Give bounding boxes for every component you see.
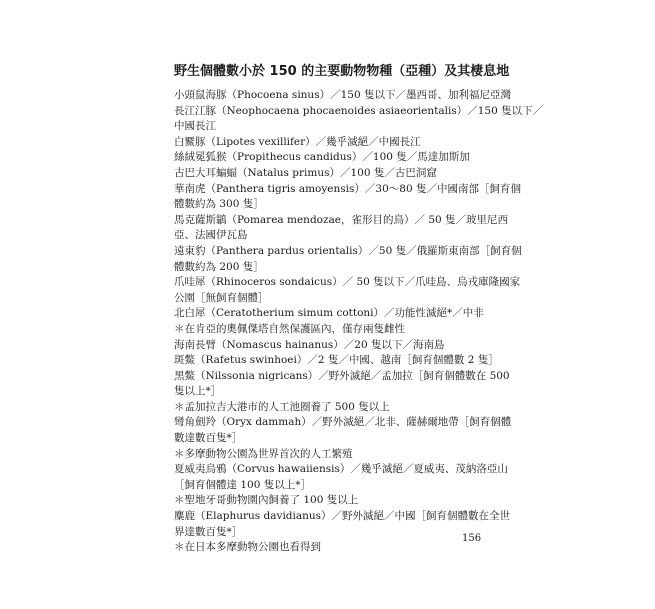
species-line: 長江江豚（Neophocaena phocaenoides asiaeorientalis）／150 隻以下／: [174, 104, 544, 117]
species-line: 公園［無飼育個體］: [174, 291, 269, 304]
species-line: 中國長江: [174, 120, 216, 133]
species-line: 夏威夷烏鴉（Corvus hawaiiensis）／幾乎滅絕／夏威夷、茂納洛亞山: [174, 463, 508, 476]
footnote-line: ＊在肯亞的奧佩傑塔自然保護區內，僅存兩隻雌性: [174, 322, 405, 335]
footnote-line: ＊聖地牙哥動物園內飼養了 100 隻以上: [174, 494, 359, 507]
species-line: 遠東豹（Panthera pardus orientalis）／50 隻／俄羅斯東南部［飼育個: [174, 244, 522, 257]
species-line: 黑鱉（Nilssonia nigricans）／野外滅絕／孟加拉［飼育個體數在 500: [174, 369, 510, 382]
species-line: 麋鹿（Elaphurus davidianus）／野外滅絕／中國［飼育個體數在全世: [174, 510, 511, 523]
species-line: 古巴大耳蝙蝠（Natalus primus）／100 隻／古巴洞窟: [174, 166, 437, 179]
footnote-line: ＊孟加拉吉大港市的人工池圈養了 500 隻以上: [174, 400, 390, 413]
species-line: 體數約為 200 隻］: [174, 260, 264, 273]
species-line: 界達數百隻*］: [174, 525, 243, 538]
species-line: 絲絨冕狐猴（Propithecus candidus）／100 隻／馬達加斯加: [174, 151, 470, 164]
species-line: 斑鱉（Rafetus swinhoei）／2 隻／中國、越南［飼育個體數 2 隻］: [174, 354, 499, 367]
species-line: 數達數百隻*］: [174, 432, 243, 445]
species-line: 隻以上*］: [174, 385, 222, 398]
page-number: 156: [462, 533, 482, 544]
species-line: 爪哇犀（Rhinoceros sondaicus）／ 50 隻以下／爪哇島、烏戎庫隆國家: [174, 276, 521, 289]
species-line: 亞、法國伊瓦島: [174, 229, 248, 242]
footnote-line: ＊多摩動物公園為世界首次的人工繁殖: [174, 447, 353, 460]
footnote-line: ＊在日本多摩動物公園也看得到: [174, 541, 321, 554]
species-line: 白鱀豚（Lipotes vexillifer）／幾乎滅絕／中國長江: [174, 135, 421, 148]
section-title: 野生個體數小於 150 的主要動物物種（亞種）及其棲息地: [174, 64, 510, 79]
species-list: [174, 88, 544, 556]
species-line: 彎角劍羚（Oryx dammah）／野外滅絕／北非、薩赫爾地帶［飼育個體: [174, 416, 512, 429]
species-line: 海南長臂（Nomascus hainanus）／20 隻以下／海南島: [174, 338, 445, 351]
species-line: 華南虎（Panthera tigris amoyensis）／30～80 隻／中國南部［飼育個: [174, 182, 521, 195]
species-line: 北白犀（Ceratotherium simum cottoni）／功能性滅絕*／中非: [174, 307, 484, 320]
species-line: ［飼育個體達 100 隻以上*］: [174, 478, 311, 491]
species-line: 馬克薩斯鶲（Pomarea mendozae，雀形目的鳥）／ 50 隻／玻里尼西: [174, 213, 509, 226]
species-line: 小頭鼠海豚（Phocoena sinus）／150 隻以下／墨西哥、加利福尼亞灣: [174, 89, 511, 101]
species-line: 體數約為 300 隻］: [174, 198, 264, 211]
